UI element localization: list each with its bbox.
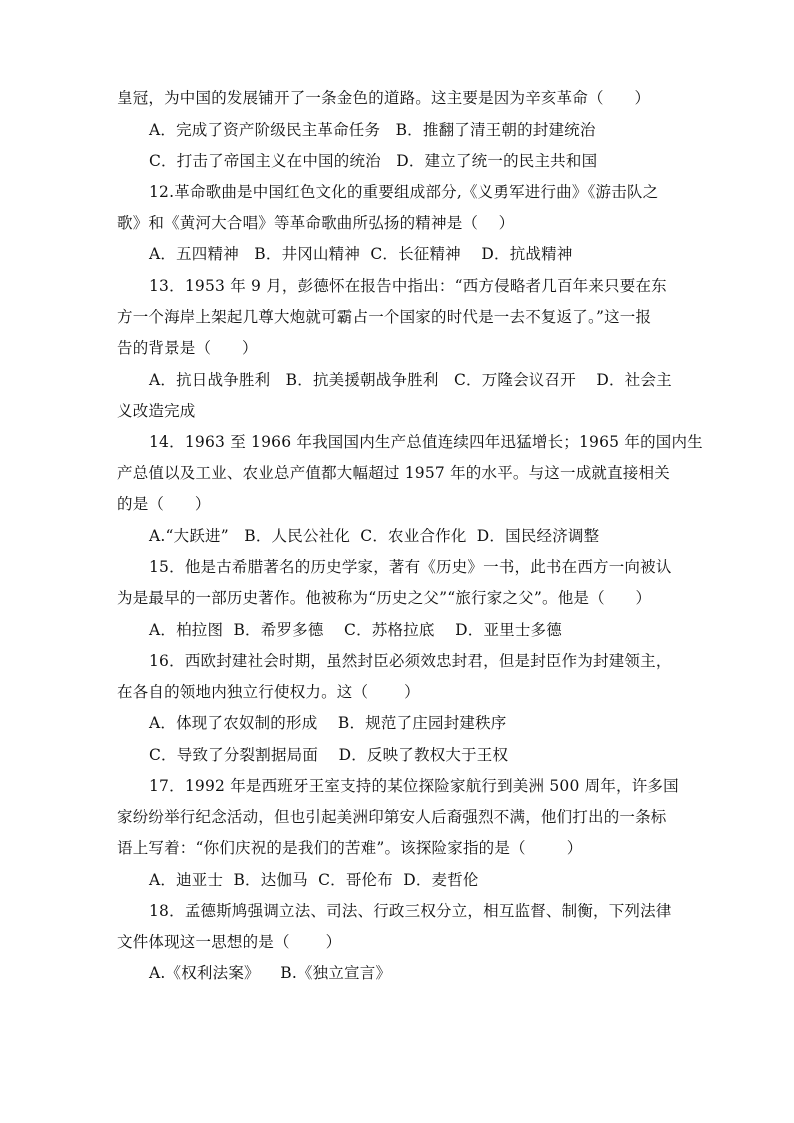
text-line: A．体现了农奴制的形成 B．规范了庄园封建秩序 — [149, 714, 507, 732]
text-line: 18．孟德斯鸠强调立法、司法、行政三权分立，相互监督、制衡，下列法律 — [149, 902, 672, 920]
text-line: 为是最早的一部历史著作。他被称为“历史之父”“旅行家之父”。他是（ ） — [117, 589, 652, 607]
text-line: 歌》和《黄河大合唱》等革命歌曲所弘扬的精神是（ ） — [117, 214, 515, 232]
text-line: 方一个海岸上架起几尊大炮就可霸占一个国家的时代是一去不复返了。”这一报 — [117, 308, 652, 326]
text-line: 家纷纷举行纪念活动，但也引起美洲印第安人后裔强烈不满，他们打出的一条标 — [117, 808, 667, 826]
text-line: A．迪亚士 B．达伽马 C．哥伦布 D．麦哲伦 — [149, 871, 479, 889]
text-line: 12.革命歌曲是中国红色文化的重要组成部分,《义勇军进行曲》《游击队之 — [149, 183, 659, 201]
text-line: A．柏拉图 B．希罗多德 C．苏格拉底 D．亚里士多德 — [149, 621, 562, 639]
text-line: 17．1992 年是西班牙王室支持的某位探险家航行到美洲 500 周年，许多国 — [149, 777, 679, 795]
text-line: 产总值以及工业、农业总产值都大幅超过 1957 年的水平。与这一成就直接相关 — [117, 464, 670, 482]
text-line: 在各自的领地内独立行使权力。这（ ） — [117, 683, 420, 701]
text-line: A.“大跃进” B．人民公社化 C．农业合作化 D．国民经济调整 — [149, 527, 600, 545]
text-line: 14．1963 至 1966 年我国国内生产总值连续四年迅猛增长；1965 年的国内生 — [149, 433, 703, 451]
text-line: 语上写着：“你们庆祝的是我们的苦难”。该探险家指的是（ ） — [117, 839, 583, 857]
text-line: A．抗日战争胜利 B．抗美援朝战争胜利 C．万隆会议召开 D．社会主 — [149, 371, 672, 389]
text-line: C．打击了帝国主义在中国的统治 D．建立了统一的民主共和国 — [149, 152, 598, 170]
text-line: A．五四精神 B．井冈山精神 C．长征精神 D．抗战精神 — [149, 245, 573, 263]
text-line: 的是（ ） — [117, 495, 211, 513]
text-line: 16．西欧封建社会时期，虽然封臣必须效忠封君，但是封臣作为封建领主， — [149, 652, 672, 670]
text-line: 文件体现这一思想的是（ ） — [117, 933, 342, 951]
text-line: 告的背景是（ ） — [117, 339, 258, 357]
text-line: 15．他是古希腊著名的历史学家，著有《历史》一书，此书在西方一向被认 — [149, 558, 672, 576]
text-line: A．完成了资产阶级民主革命任务 B．推翻了清王朝的封建统治 — [149, 121, 596, 139]
text-line: C．导致了分裂割据局面 D．反映了教权大于王权 — [149, 746, 509, 764]
text-line: A.《权利法案》 B.《独立宣言》 — [149, 964, 392, 982]
text-line: 义改造完成 — [117, 402, 196, 420]
text-line: 皇冠，为中国的发展铺开了一条金色的道路。这主要是因为辛亥革命（ ） — [117, 89, 651, 107]
text-line: 13．1953 年 9 月，彭德怀在报告中指出：“西方侵略者几百年来只要在东 — [149, 277, 667, 295]
